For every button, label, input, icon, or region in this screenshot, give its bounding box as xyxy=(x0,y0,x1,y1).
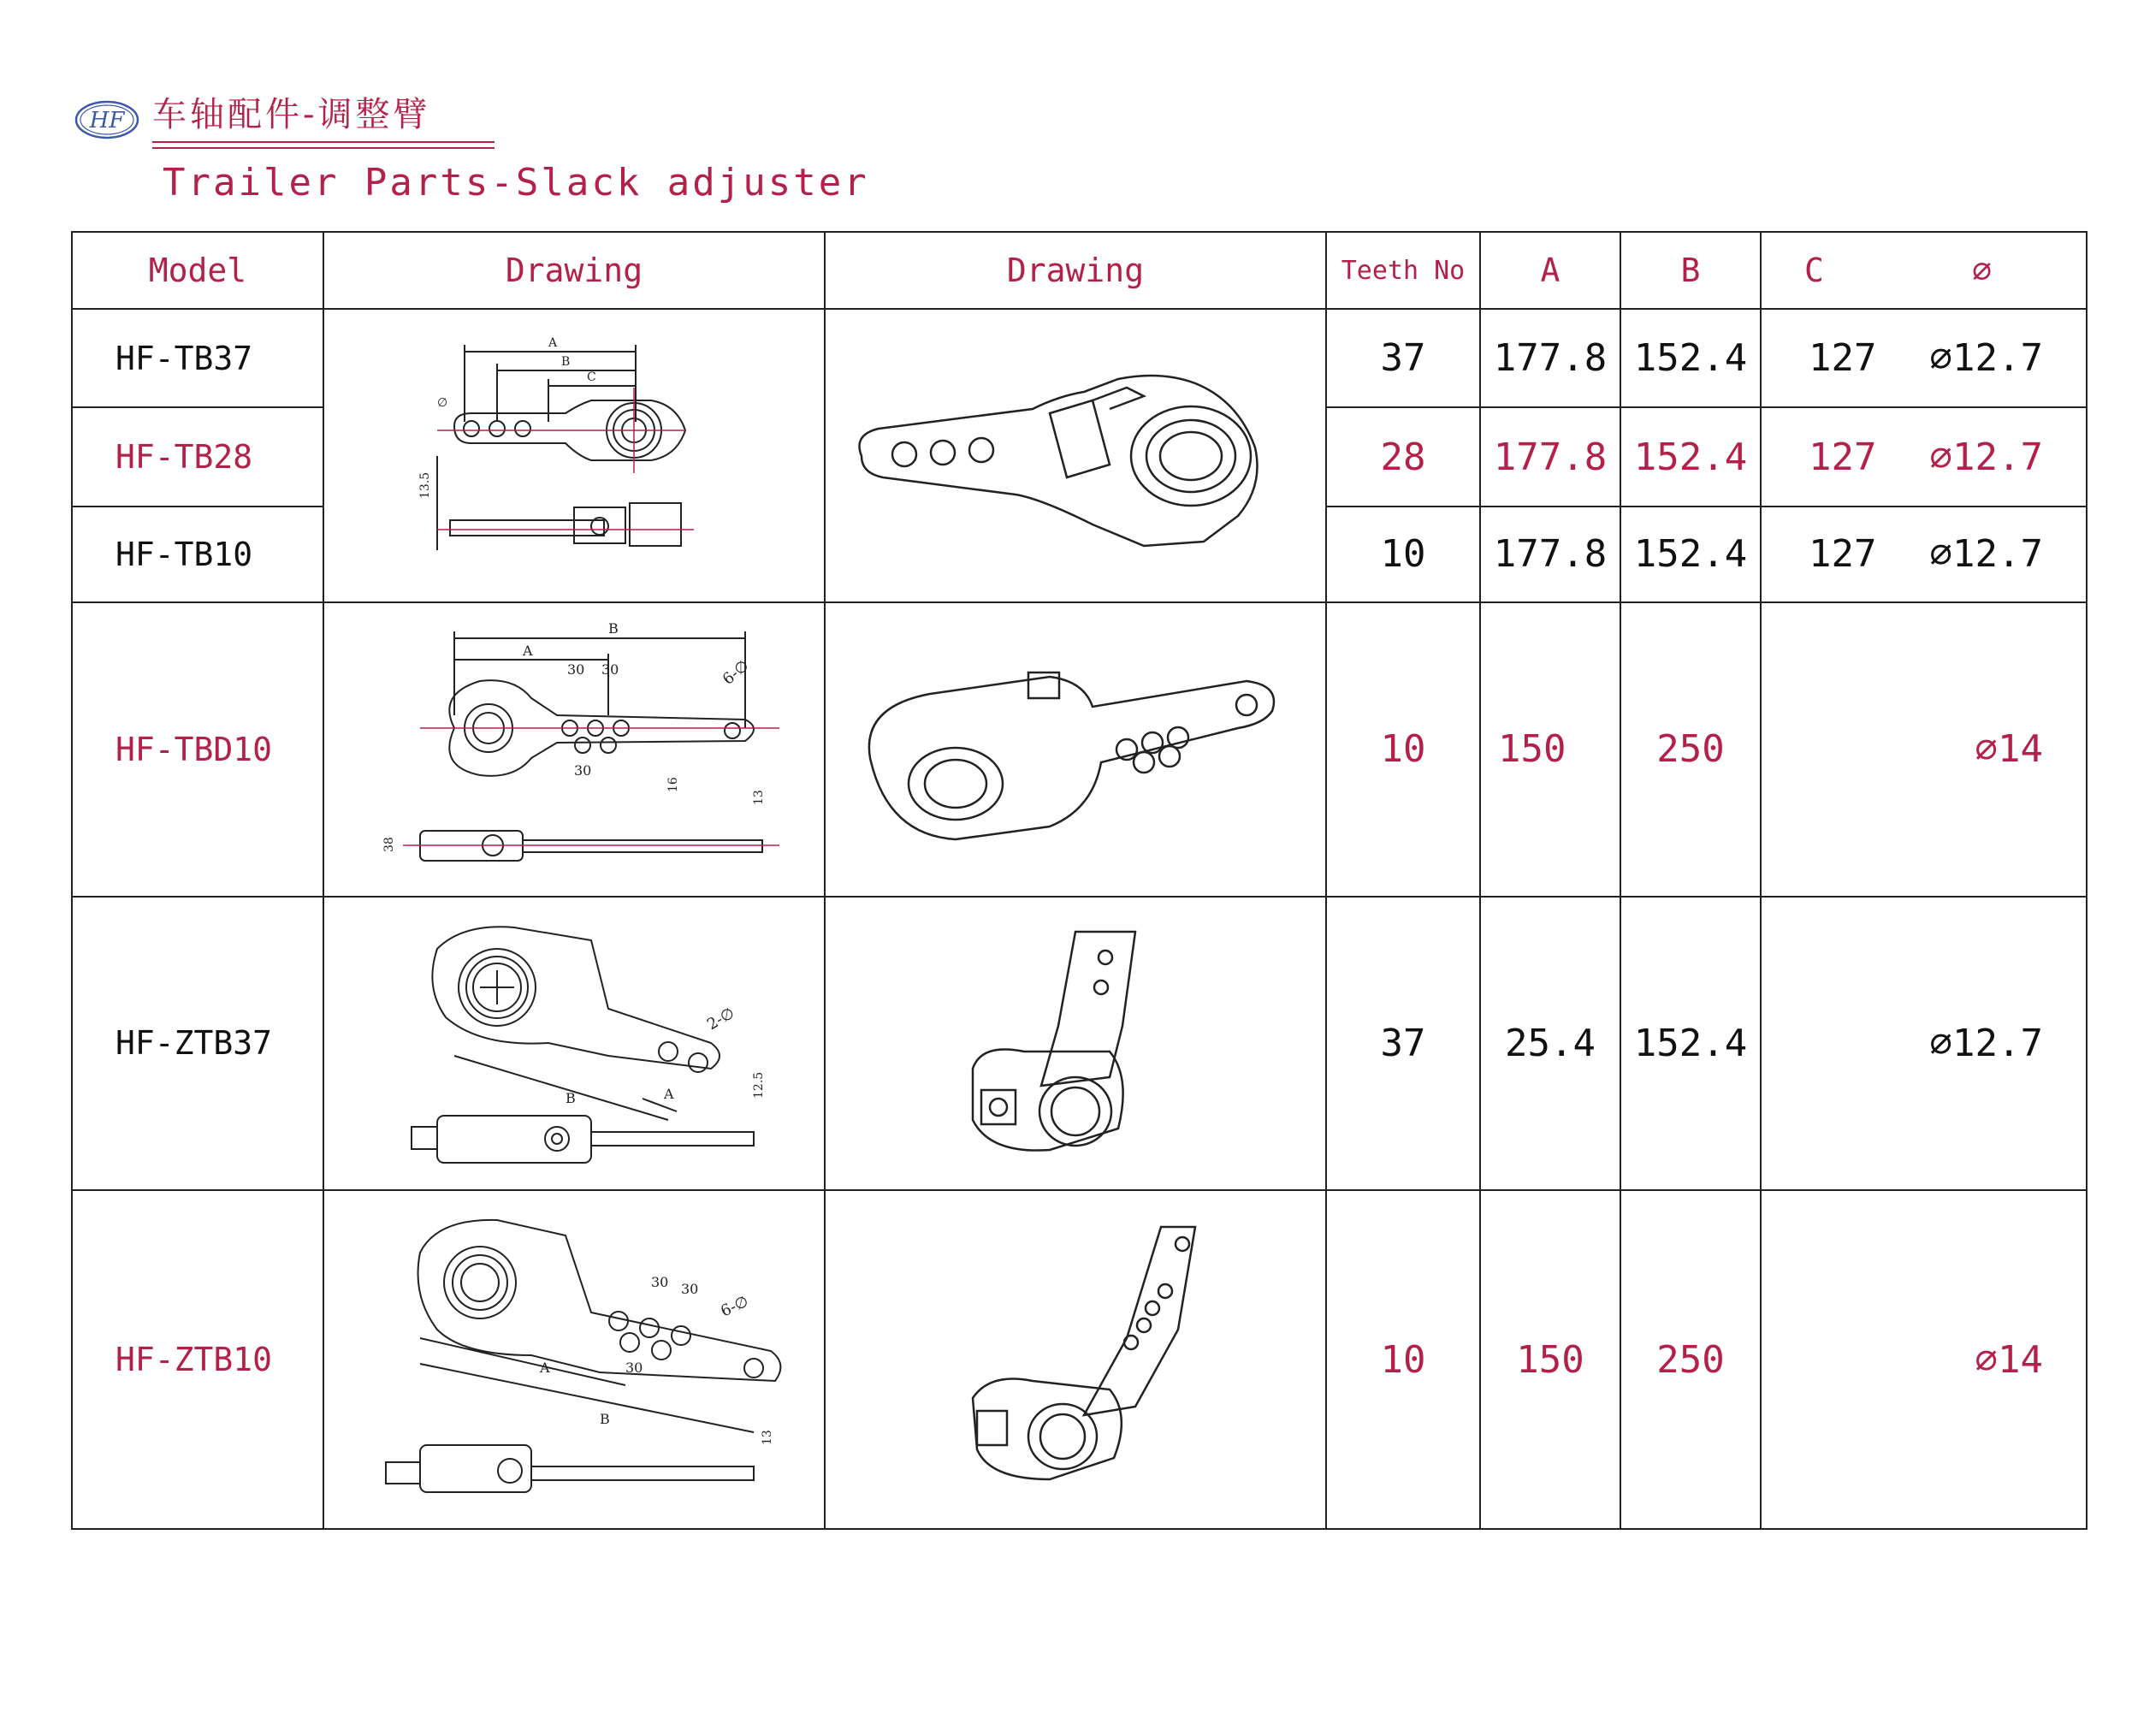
teeth-cell: 10 xyxy=(1326,1190,1480,1529)
c-value: 127 xyxy=(1809,336,1877,381)
phi-value: ∅14 xyxy=(1975,1337,2043,1382)
svg-text:A: A xyxy=(540,1360,550,1377)
table-row xyxy=(72,897,2087,1191)
technical-drawing-ztb37 xyxy=(323,897,825,1191)
tb-illustration-svg xyxy=(836,328,1315,584)
tbd-illustration-svg xyxy=(836,613,1315,886)
svg-text:A: A xyxy=(548,335,558,350)
header-b: B xyxy=(1620,232,1761,309)
phi-value: ∅14 xyxy=(1975,727,2043,772)
svg-text:16: 16 xyxy=(666,776,680,792)
phi-cell xyxy=(1761,1190,2087,1529)
product-illustration-ztb10 xyxy=(825,1190,1326,1529)
teeth-cell: 37 xyxy=(1326,309,1480,407)
technical-drawing-tbd xyxy=(323,602,825,897)
a-cell: 177.8 xyxy=(1480,407,1620,506)
b-cell: 152.4 xyxy=(1620,407,1761,506)
svg-text:38: 38 xyxy=(382,836,396,852)
header-row xyxy=(72,232,2087,309)
product-illustration-ztb37 xyxy=(825,897,1326,1191)
c-phi-cell xyxy=(1761,309,2087,407)
phi-value: ∅12.7 xyxy=(1929,1021,2043,1065)
table-row xyxy=(72,309,2087,407)
ztb37-drawing-svg xyxy=(352,906,797,1180)
header-teeth: Teeth No xyxy=(1326,232,1480,309)
c-phi-cell xyxy=(1761,507,2087,602)
b-cell: 152.4 xyxy=(1620,897,1761,1191)
svg-text:30: 30 xyxy=(574,761,592,779)
page-title-chinese: 车轴配件-调整臂 xyxy=(152,95,431,134)
svg-text:30: 30 xyxy=(651,1274,669,1291)
model-cell: HF-ZTB37 xyxy=(72,897,323,1191)
teeth-cell: 10 xyxy=(1326,507,1480,602)
a-cell: 177.8 xyxy=(1480,507,1620,602)
model-cell: HF-TB28 xyxy=(72,407,323,506)
header-c-phi xyxy=(1761,232,2087,309)
svg-text:12.5: 12.5 xyxy=(752,1072,766,1099)
tb-drawing-svg xyxy=(403,328,745,584)
phi-cell xyxy=(1761,602,2087,897)
product-illustration-tb xyxy=(825,309,1326,602)
teeth-cell: 28 xyxy=(1326,407,1480,506)
phi-value: ∅12.7 xyxy=(1929,435,2043,479)
svg-text:B: B xyxy=(561,354,571,369)
phi-value: ∅12.7 xyxy=(1929,532,2043,577)
c-value: 127 xyxy=(1809,435,1877,479)
c-value: 127 xyxy=(1809,532,1877,577)
phi-cell xyxy=(1761,897,2087,1191)
technical-drawing-tb xyxy=(323,309,825,602)
title-underline xyxy=(152,141,495,143)
model-cell: HF-ZTB10 xyxy=(72,1190,323,1529)
b-cell: 152.4 xyxy=(1620,309,1761,407)
svg-text:A: A xyxy=(523,642,533,659)
b-cell: 250 xyxy=(1620,602,1761,897)
svg-text:∅: ∅ xyxy=(437,395,448,410)
model-cell: HF-TBD10 xyxy=(72,602,323,897)
a-cell: 177.8 xyxy=(1480,309,1620,407)
phi-value: ∅12.7 xyxy=(1929,336,2043,381)
b-cell: 250 xyxy=(1620,1190,1761,1529)
technical-drawing-ztb10 xyxy=(323,1190,825,1529)
svg-text:30: 30 xyxy=(625,1360,643,1377)
c-phi-cell xyxy=(1761,407,2087,506)
product-illustration-tbd xyxy=(825,602,1326,897)
header-model: Model xyxy=(72,232,323,309)
header-drawing-2: Drawing xyxy=(825,232,1326,309)
svg-text:B: B xyxy=(566,1090,576,1107)
svg-text:13.5: 13.5 xyxy=(418,471,432,499)
hf-logo xyxy=(74,99,140,140)
header-drawing-1: Drawing xyxy=(323,232,825,309)
b-cell: 152.4 xyxy=(1620,507,1761,602)
logo-text: HF xyxy=(89,108,125,133)
a-cell: 150 xyxy=(1480,1190,1620,1529)
ztb37-illustration-svg xyxy=(836,906,1315,1180)
model-cell: HF-TB10 xyxy=(72,507,323,602)
header-c: C xyxy=(1804,252,1824,290)
header-a: A xyxy=(1480,232,1620,309)
svg-text:6-∅: 6-∅ xyxy=(718,1292,752,1321)
svg-text:B: B xyxy=(600,1411,610,1428)
table-row xyxy=(72,602,2087,897)
svg-text:30: 30 xyxy=(567,661,585,678)
svg-text:2-∅: 2-∅ xyxy=(704,1004,738,1034)
table-row xyxy=(72,1190,2087,1529)
svg-text:C: C xyxy=(587,370,596,384)
teeth-cell: 37 xyxy=(1326,897,1480,1191)
header-phi: ∅ xyxy=(1972,252,1992,290)
svg-text:13: 13 xyxy=(752,789,766,805)
ztb10-drawing-svg xyxy=(343,1201,805,1518)
tbd-drawing-svg xyxy=(352,613,797,886)
title-underline xyxy=(152,147,495,149)
a-cell: 150 xyxy=(1480,602,1620,897)
svg-text:B: B xyxy=(608,619,619,637)
svg-text:6-∅: 6-∅ xyxy=(719,656,753,689)
svg-text:13: 13 xyxy=(761,1430,774,1446)
ztb10-illustration-svg xyxy=(836,1201,1315,1518)
svg-text:30: 30 xyxy=(681,1281,699,1298)
svg-text:A: A xyxy=(664,1086,674,1103)
page-title-english: Trailer Parts-Slack adjuster xyxy=(163,161,869,204)
spec-table xyxy=(71,231,2088,1530)
teeth-cell: 10 xyxy=(1326,602,1480,897)
model-cell: HF-TB37 xyxy=(72,309,323,407)
a-cell: 25.4 xyxy=(1480,897,1620,1191)
svg-text:30: 30 xyxy=(601,661,619,678)
